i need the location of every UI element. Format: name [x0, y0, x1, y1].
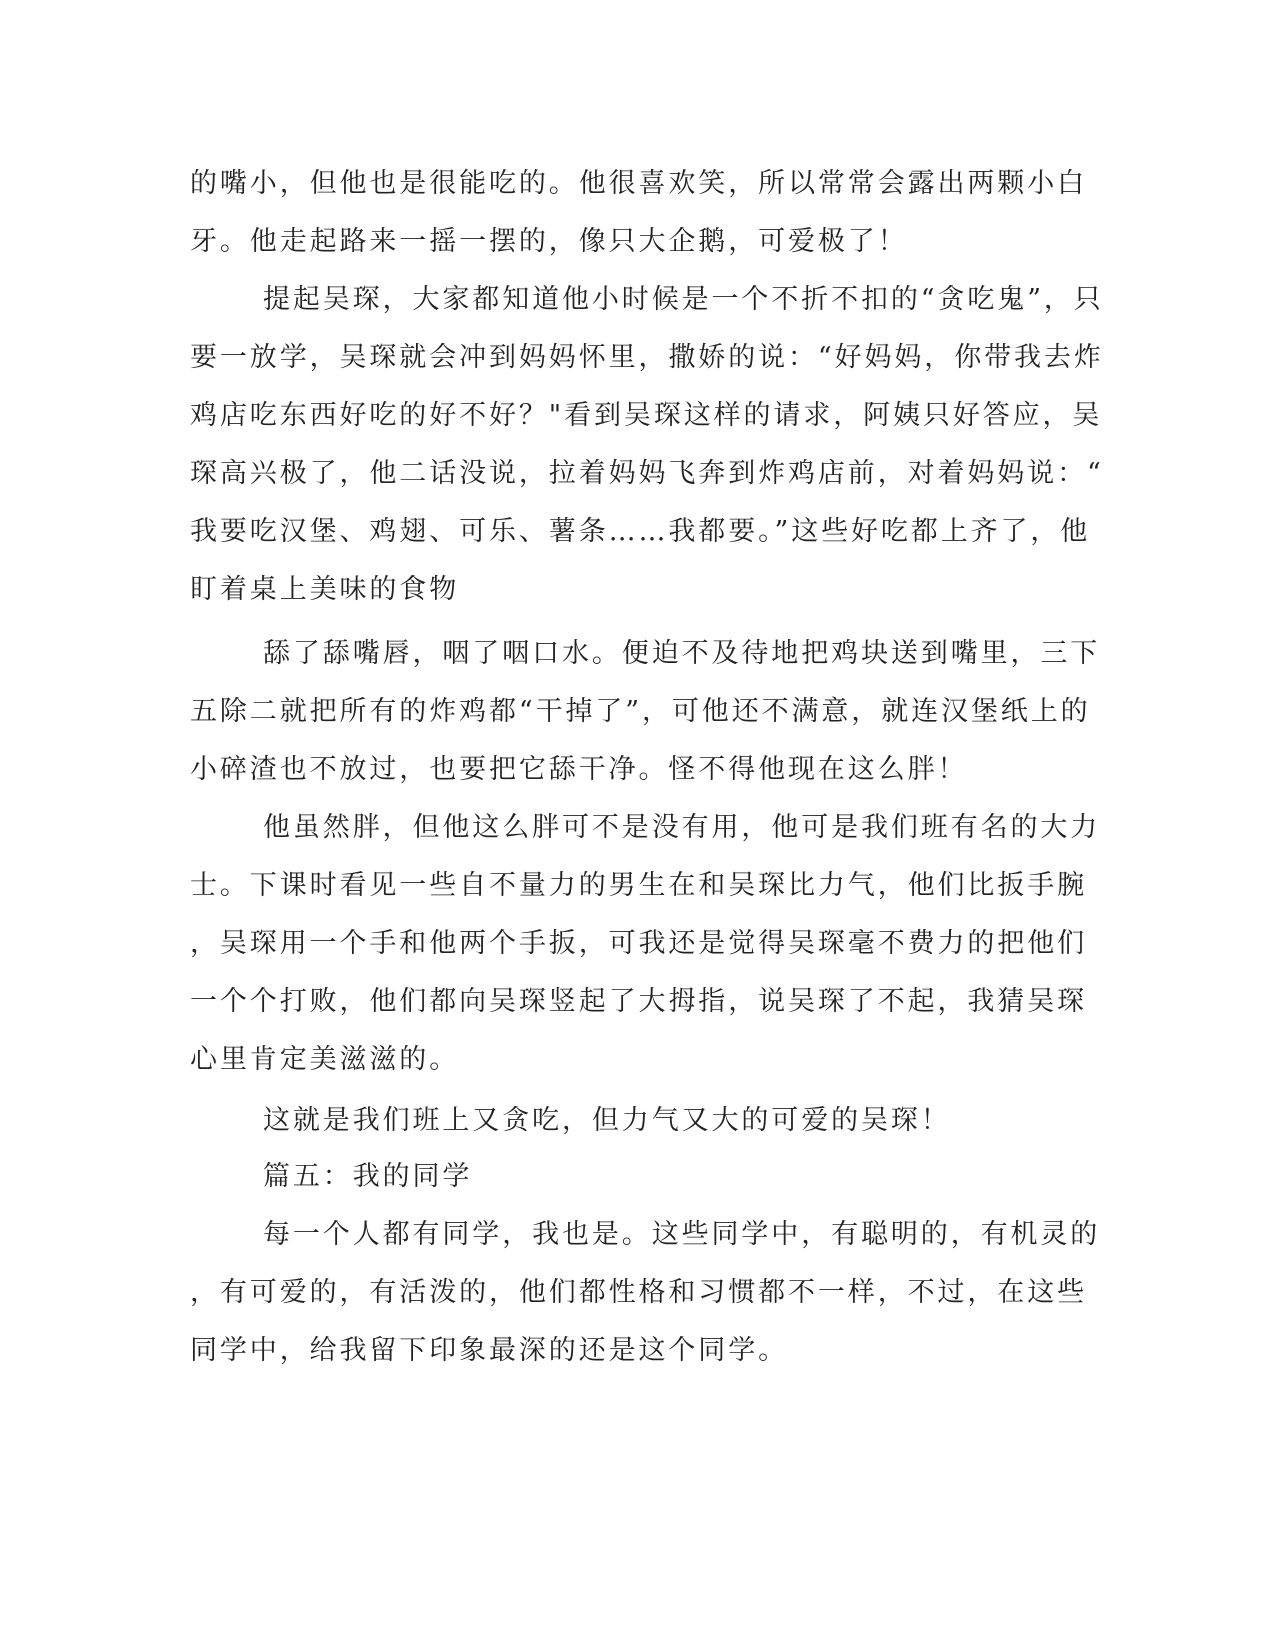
text-line: 士。下课时看见一些自不量力的男生在和吴琛比力气，他们比扳手腕	[190, 870, 1087, 901]
text-line: 要一放学，吴琛就会冲到妈妈怀里，撒娇的说：“好妈妈，你带我去炸	[190, 342, 1104, 373]
paragraph-first-line: 每一个人都有同学，我也是。这些同学中，有聪明的，有机灵的	[263, 1219, 1101, 1250]
paragraph-first-line: 这就是我们班上又贪吃，但力气又大的可爱的吴琛！	[263, 1105, 951, 1136]
text-line: 琛高兴极了，他二话没说，拉着妈妈飞奔到炸鸡店前，对着妈妈说：“	[190, 458, 1104, 489]
text-line: 同学中，给我留下印象最深的还是这个同学。	[190, 1335, 788, 1366]
paragraph-first-line: 提起吴琛，大家都知道他小时候是一个不折不扣的“贪吃鬼”，只	[263, 284, 1104, 315]
text-line: 五除二就把所有的炸鸡都“干掉了”，可他还不满意，就连汉堡纸上的	[190, 696, 1091, 727]
section-heading: 篇五：我的同学	[263, 1161, 473, 1192]
text-line: ，有可爱的，有活泼的，他们都性格和习惯都不一样，不过，在这些	[190, 1277, 1087, 1308]
text-line: 牙。他走起路来一摇一摆的，像只大企鹅，可爱极了！	[190, 226, 908, 257]
text-line: 的嘴小，但他也是很能吃的。他很喜欢笑，所以常常会露出两颗小白	[190, 168, 1087, 199]
paragraph-first-line: 舔了舔嘴唇，咽了咽口水。便迫不及待地把鸡块送到嘴里，三下	[263, 638, 1101, 669]
paragraph-first-line: 他虽然胖，但他这么胖可不是没有用，他可是我们班有名的大力	[263, 812, 1101, 843]
text-line: 鸡店吃东西好吃的好不好？"看到吴琛这样的请求，阿姨只好答应，吴	[190, 400, 1103, 431]
text-line: 盯着桌上美味的食物	[190, 574, 460, 605]
text-line: 心里肯定美滋滋的。	[190, 1044, 460, 1075]
text-line: 我要吃汉堡、鸡翅、可乐、薯条……我都要。”这些好吃都上齐了，他	[190, 516, 1091, 547]
text-line: 一个个打败，他们都向吴琛竖起了大拇指，说吴琛了不起，我猜吴琛	[190, 986, 1087, 1017]
text-line: ，吴琛用一个手和他两个手扳，可我还是觉得吴琛毫不费力的把他们	[190, 928, 1087, 959]
text-line: 小碎渣也不放过，也要把它舔干净。怪不得他现在这么胖！	[190, 754, 968, 785]
